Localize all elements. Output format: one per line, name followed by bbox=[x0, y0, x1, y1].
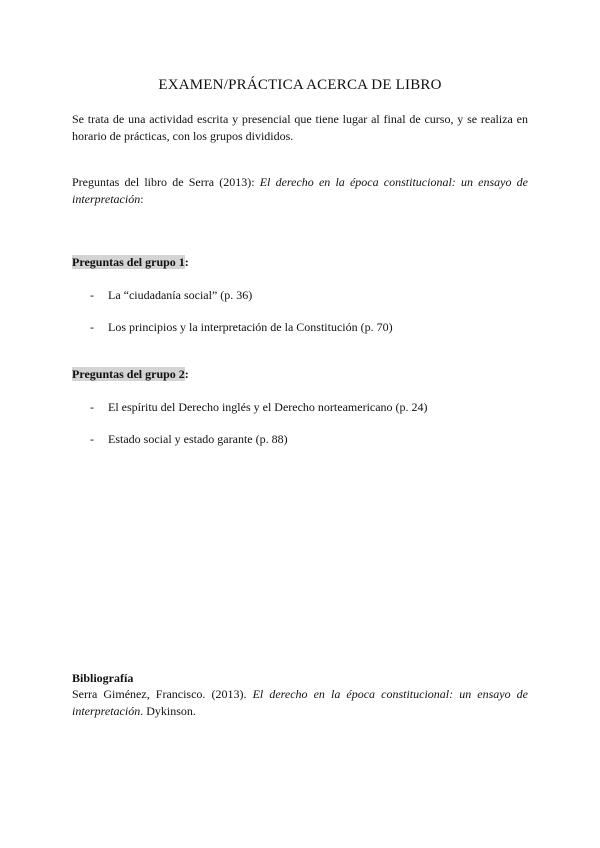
questions-intro-paragraph bbox=[72, 174, 528, 208]
group-1-heading bbox=[72, 254, 189, 271]
bibliography-book-title: El derecho en la época constitucional: un ensayo de interpretación bbox=[72, 687, 528, 718]
questions-intro-suffix: : bbox=[140, 192, 144, 206]
questions-intro-book-title: El derecho en la época constitucional: un ensayo de interpretación bbox=[72, 175, 528, 206]
list-item-text: Estado social y estado garante (p. 88) bbox=[108, 432, 288, 446]
group-2-heading-colon: : bbox=[184, 367, 189, 381]
list-dash: - bbox=[90, 288, 94, 302]
list-item-text: La “ciudadanía social” (p. 36) bbox=[108, 288, 253, 302]
intro-paragraph: Se trata de una actividad escrita y presencial que tiene lugar al final de curso, y se realiza en horario de prácticas, con los grupos divididos. bbox=[72, 112, 528, 143]
list-dash: - bbox=[90, 320, 94, 334]
bibliography-publisher: . Dykinson. bbox=[140, 704, 196, 718]
bibliography-entry bbox=[72, 686, 528, 720]
group-2-heading bbox=[72, 366, 189, 383]
group-2-heading-label: Preguntas del grupo 2 bbox=[72, 367, 185, 381]
document-page bbox=[72, 0, 528, 848]
bibliography-heading: Bibliografía bbox=[72, 671, 134, 685]
list-dash: - bbox=[90, 400, 94, 414]
questions-intro-prefix: Preguntas del libro de Serra (2013): bbox=[72, 175, 260, 189]
list-dash: - bbox=[90, 432, 94, 446]
list-item-text: Los principios y la interpretación de la Constitución (p. 70) bbox=[108, 320, 393, 334]
page-title: EXAMEN/PRÁCTICA ACERCA DE LIBRO bbox=[158, 77, 442, 93]
group-1-heading-label: Preguntas del grupo 1 bbox=[72, 255, 185, 269]
bibliography-author-year: Serra Giménez, Francisco. (2013). bbox=[72, 687, 253, 701]
list-item-text: El espíritu del Derecho inglés y el Derecho norteamericano (p. 24) bbox=[108, 400, 428, 414]
group-1-heading-colon: : bbox=[184, 255, 189, 269]
